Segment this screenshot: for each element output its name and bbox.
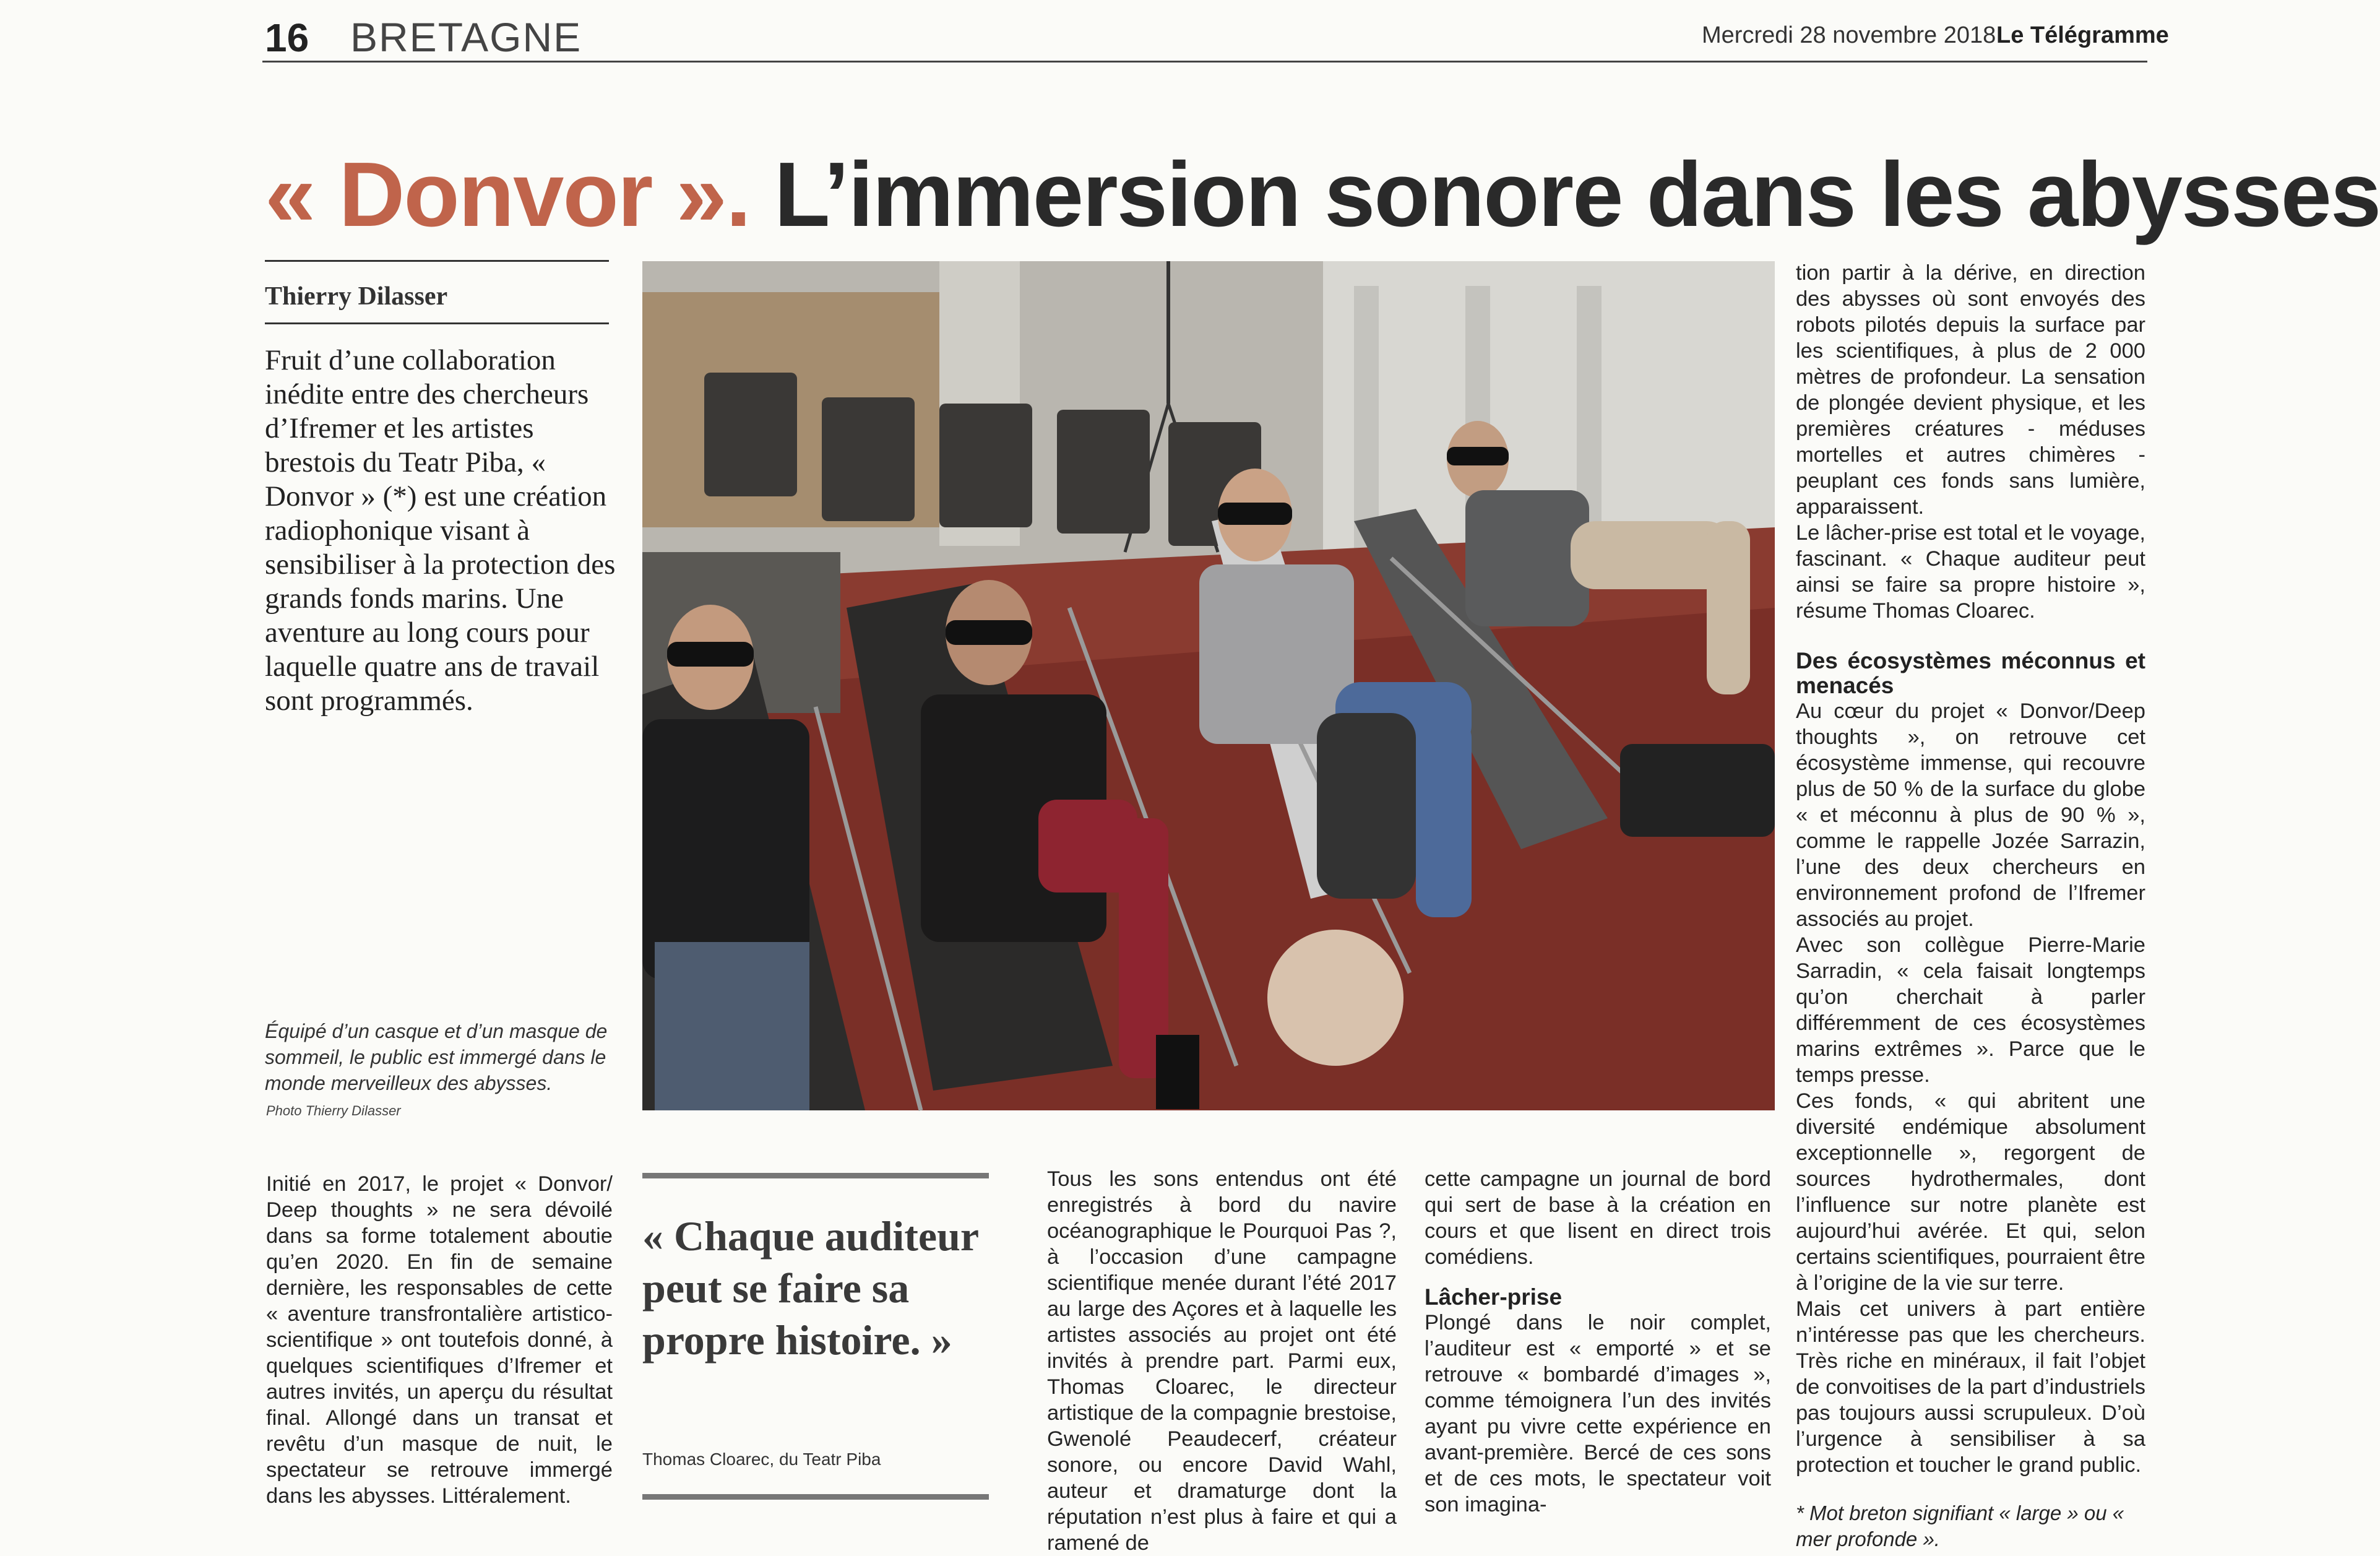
body-paragraph: Tous les sons entendus ont été enregistrés à bord du navire océanographique le Pourquoi Pas ?, à l’occasion d’une campagne scientifique menée durant l’été 2017 au large des Açores et à laquelle les artistes associés au projet ont été invités à prendre part. Parmi eux, Thomas Cloarec, le directeur artistique de la compagnie brestoise, Gwenolé Peaudecerf, créateur sonore, ou encore David Wahl, auteur et dramaturge dont la réputation n’est plus à faire et qui a ramené de [1047, 1167, 1397, 1555]
author: Thierry Dilasser [265, 282, 448, 311]
pull-quote-attribution: Thomas Cloarec, du Teatr Piba [642, 1450, 881, 1469]
headline [265, 142, 2380, 248]
body-paragraph: tion partir à la dérive, en direction des abysses où sont envoyés des robots pilotés depuis la surface par les scientifiques, à plus de 2 000 mètres de profondeur. La sensation de plongée devient physique, et les premières créatures - méduses mortelles et autres chimères - peuplant ces fonds sans lumière, apparaissent. [1796, 261, 2145, 519]
headline-accent: « Donvor ». [265, 144, 750, 246]
article-photo [642, 261, 1775, 1110]
byline-rule-top [265, 260, 609, 262]
body-paragraph: Mais cet univers à part entière n’intéresse pas que les chercheurs. Très riche en minéraux, il fait l’objet de convoitises de la part d’industriels pas toujours aussi scrupuleux. D’où l’urgence à sensibiliser à sa protection et toucher le grand public. [1796, 1297, 2145, 1477]
footnote: * Mot breton signifiant « large » ou « mer profonde ». [1796, 1502, 2124, 1550]
lede: Fruit d’une collaboration inédite entre des chercheurs d’Ifremer et les artistes brestois du Teatr Piba, « Donvor » (*) est une création radiophonique visant à sensibiliser à la protection des grands fonds marins. Une aventure au long cours pour laquelle quatre ans de travail sont programmés. [265, 344, 616, 717]
photo-credit: Photo Thierry Dilasser [266, 1103, 401, 1118]
photo-illustration [642, 261, 1775, 1110]
headline-text: L’immersion sonore dans les abysses [749, 144, 2380, 246]
body-column-5 [1796, 260, 2145, 1552]
body-paragraph: Le lâcher-prise est total et le voyage, fascinant. « Chaque auditeur peut ainsi se faire sa propre histoire », résume Thomas Cloarec. [1796, 521, 2145, 623]
body-paragraph: Ces fonds, « qui abritent une diversité endémique absolument exceptionnelle », regorgent de sources hydrothermales, dont l’influence sur notre planète est aujourd’hui avérée. Et qui, selon certains scientifiques, pourraient être à l’origine de la vie sur terre. [1796, 1089, 2145, 1295]
subheading-ecosystemes: Des écosystèmes méconnus et menacés [1796, 648, 2145, 698]
quote-rule-top [642, 1173, 989, 1178]
newspaper-name: Le Télégramme [1996, 22, 2169, 48]
body-paragraph: cette campagne un journal de bord qui sert de base à la création en cours et que lisent en direct trois comédiens. [1425, 1167, 1771, 1269]
byline-rule-bottom [265, 322, 609, 324]
issue-date: Mercredi 28 novembre 2018 [1702, 22, 1996, 48]
section-name: BRETAGNE [350, 14, 582, 60]
subheading-lacher-prise: Lâcher-prise [1425, 1284, 1563, 1310]
body-column-4 [1425, 1166, 1771, 1518]
page-number: 16 [265, 15, 309, 60]
body-column-3 [1047, 1166, 1397, 1556]
body-paragraph: Initié en 2017, le projet « Donvor/ Deep thoughts » ne sera dévoilé dans sa forme totalement aboutie qu’en 2020. En fin de semaine dernière, les responsables de cette « aventure transfrontalière artistico-scientifique » ont toutefois donné, à quelques scientifiques d’Ifremer et autres invités, un aperçu du résultat final. Allongé dans un transat et revêtu d’un masque de nuit, le spectateur se retrouve immergé dans les abysses. Littéralement. [266, 1172, 613, 1508]
body-paragraph: Au cœur du projet « Donvor/Deep thoughts », on retrouve cet écosystème immense, qui recouvre plus de 50 % de la surface du globe « et méconnu à plus de 90 % », comme le rappelle Jozée Sarrazin, l’une des deux chercheurs en environnement profond de l’Ifremer associés au projet. [1796, 699, 2145, 931]
body-paragraph: Plongé dans le noir complet, l’auditeur est « emporté » et se retrouve « bombardé d’images », comme témoignera l’un des invités ayant pu vivre cette expérience en avant-première. Bercé de ces sons et de ces mots, le spectateur voit son imagina- [1425, 1311, 1771, 1516]
body-paragraph: Avec son collègue Pierre-Marie Sarradin, « cela faisait longtemps qu’on cherchait à parler différemment de ces écosystèmes marins extrêmes ». Parce que le temps presse. [1796, 933, 2145, 1087]
quote-rule-bottom [642, 1494, 989, 1500]
photo-caption: Équipé d’un casque et d’un masque de sommeil, le public est immergé dans le monde merveilleux des abysses. [265, 1020, 608, 1094]
header-rule [262, 61, 2147, 63]
pull-quote: « Chaque auditeur peut se faire sa propre histoire. » [642, 1212, 978, 1364]
body-column-1 [266, 1171, 613, 1509]
